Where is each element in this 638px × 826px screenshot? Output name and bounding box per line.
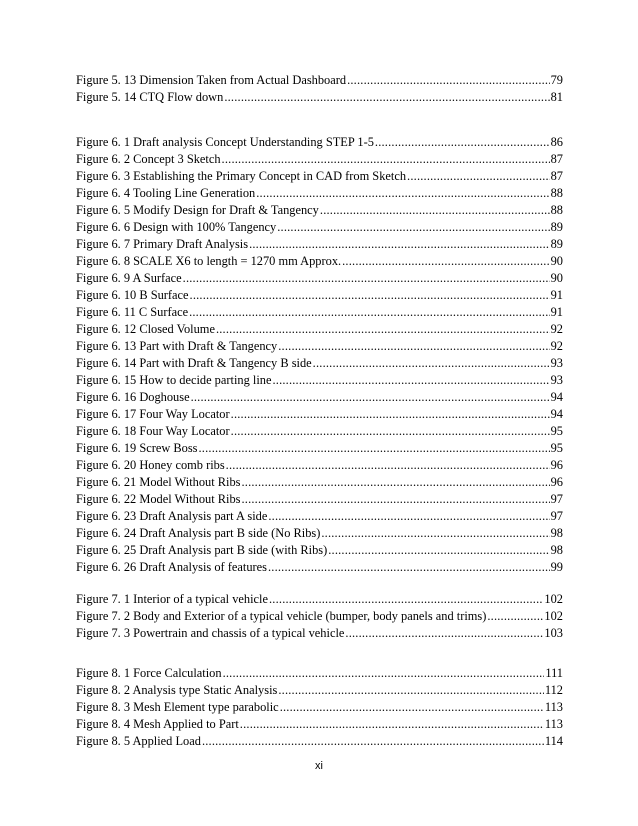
toc-dot-leader: [487, 608, 543, 625]
toc-dot-leader: [268, 508, 549, 525]
toc-dot-leader: [407, 168, 550, 185]
toc-entry-label: Figure 6. 6 Design with 100% Tangency: [76, 220, 277, 234]
toc-dot-leader: [342, 253, 549, 270]
toc-entry-page-number: 89: [550, 220, 563, 234]
toc-dot-leader: [226, 457, 550, 474]
toc-dot-leader: [277, 219, 549, 236]
toc-entry-page-number: 94: [550, 407, 563, 421]
toc-entry-label: Figure 6. 1 Draft analysis Concept Understanding STEP 1-5: [76, 135, 374, 149]
toc-group-chapter-6: [76, 134, 563, 576]
toc-entry-page-number: 113: [544, 717, 563, 731]
toc-entry[interactable]: [76, 525, 563, 542]
toc-dot-leader: [189, 304, 550, 321]
toc-group-chapter-8: [76, 665, 563, 750]
toc-entry-page-number: 93: [550, 356, 563, 370]
toc-dot-leader: [347, 72, 550, 89]
toc-entry[interactable]: [76, 355, 563, 372]
toc-entry[interactable]: [76, 491, 563, 508]
toc-dot-leader: [241, 491, 549, 508]
toc-entry[interactable]: [76, 72, 563, 89]
toc-entry-label: Figure 6. 8 SCALE X6 to length = 1270 mm Approx.: [76, 254, 342, 268]
toc-entry-label: Figure 6. 21 Model Without Ribs: [76, 475, 241, 489]
toc-entry-page-number: 112: [544, 683, 563, 697]
toc-entry[interactable]: [76, 338, 563, 355]
toc-entry-label: Figure 6. 25 Draft Analysis part B side (with Ribs): [76, 543, 328, 557]
toc-entry-label: Figure 6. 18 Four Way Locator: [76, 424, 230, 438]
toc-dot-leader: [241, 474, 549, 491]
toc-entry-label: Figure 6. 12 Closed Volume: [76, 322, 215, 336]
toc-entry-page-number: 92: [550, 322, 563, 336]
toc-entry[interactable]: [76, 389, 563, 406]
toc-dot-leader: [375, 134, 550, 151]
toc-entry-label: Figure 7. 3 Powertrain and chassis of a typical vehicle: [76, 626, 345, 640]
toc-entry-label: Figure 6. 26 Draft Analysis of features: [76, 560, 267, 574]
toc-dot-leader: [345, 625, 543, 642]
toc-entry[interactable]: [76, 440, 563, 457]
toc-dot-leader: [231, 423, 550, 440]
toc-entry[interactable]: [76, 134, 563, 151]
toc-entry-page-number: 98: [550, 526, 563, 540]
toc-dot-leader: [231, 406, 550, 423]
toc-entry[interactable]: [76, 185, 563, 202]
toc-entry-page-number: 87: [550, 169, 563, 183]
toc-entry-page-number: 79: [550, 73, 563, 87]
toc-entry-label: Figure 6. 10 B Surface: [76, 288, 189, 302]
toc-entry[interactable]: [76, 151, 563, 168]
toc-dot-leader: [269, 591, 543, 608]
toc-entry-page-number: 96: [550, 458, 563, 472]
toc-dot-leader: [199, 440, 550, 457]
toc-entry-page-number: 113: [544, 700, 563, 714]
toc-dot-leader: [278, 338, 549, 355]
toc-entry[interactable]: [76, 168, 563, 185]
toc-dot-leader: [202, 733, 544, 750]
toc-entry-page-number: 99: [550, 560, 563, 574]
toc-entry-label: Figure 8. 4 Mesh Applied to Part: [76, 717, 239, 731]
toc-entry-label: Figure 6. 15 How to decide parting line: [76, 373, 272, 387]
page-number: xi: [315, 760, 323, 772]
toc-dot-leader: [280, 699, 544, 716]
toc-entry-page-number: 103: [544, 626, 563, 640]
toc-entry-label: Figure 5. 13 Dimension Taken from Actual Dashboard: [76, 73, 347, 87]
toc-entry[interactable]: [76, 423, 563, 440]
toc-entry[interactable]: [76, 321, 563, 338]
toc-dot-leader: [328, 542, 549, 559]
toc-dot-leader: [183, 270, 550, 287]
toc-entry[interactable]: [76, 591, 563, 608]
toc-entry-label: Figure 5. 14 CTQ Flow down: [76, 90, 224, 104]
toc-entry-label: Figure 6. 19 Screw Boss: [76, 441, 198, 455]
toc-entry-page-number: 111: [545, 666, 563, 680]
toc-entry-label: Figure 6. 22 Model Without Ribs: [76, 492, 241, 506]
toc-entry-page-number: 93: [550, 373, 563, 387]
toc-entry-page-number: 88: [550, 203, 563, 217]
toc-entry-label: Figure 6. 4 Tooling Line Generation: [76, 186, 256, 200]
toc-dot-leader: [313, 355, 550, 372]
toc-entry-label: Figure 6. 2 Concept 3 Sketch: [76, 152, 221, 166]
toc-entry-page-number: 88: [550, 186, 563, 200]
toc-entry-page-number: 96: [550, 475, 563, 489]
toc-entry-page-number: 95: [550, 424, 563, 438]
toc-entry-page-number: 87: [550, 152, 563, 166]
toc-dot-leader: [321, 525, 549, 542]
toc-entry-label: Figure 6. 16 Doghouse: [76, 390, 190, 404]
toc-entry-page-number: 81: [550, 90, 563, 104]
toc-entry-page-number: 94: [550, 390, 563, 404]
toc-entry-page-number: 97: [550, 492, 563, 506]
toc-dot-leader: [278, 682, 544, 699]
toc-dot-leader: [222, 151, 550, 168]
toc-dot-leader: [224, 89, 549, 106]
toc-entry[interactable]: [76, 219, 563, 236]
toc-entry[interactable]: [76, 542, 563, 559]
toc-entry-label: Figure 8. 2 Analysis type Static Analysis: [76, 683, 278, 697]
toc-entry-label: Figure 6. 14 Part with Draft & Tangency B side: [76, 356, 312, 370]
toc-entry[interactable]: [76, 559, 563, 576]
toc-entry-label: Figure 7. 1 Interior of a typical vehicle: [76, 592, 268, 606]
toc-dot-leader: [223, 665, 545, 682]
toc-entry-label: Figure 6. 3 Establishing the Primary Concept in CAD from Sketch: [76, 169, 407, 183]
toc-dot-leader: [216, 321, 550, 338]
toc-entry-page-number: 92: [550, 339, 563, 353]
toc-dot-leader: [249, 236, 550, 253]
toc-entry[interactable]: [76, 236, 563, 253]
toc-group-chapter-5: [76, 72, 563, 106]
toc-entry-label: Figure 8. 5 Applied Load: [76, 734, 201, 748]
toc-entry-label: Figure 6. 20 Honey comb ribs: [76, 458, 225, 472]
toc-entry[interactable]: [76, 608, 563, 625]
toc-entry-page-number: 90: [550, 271, 563, 285]
toc-entry[interactable]: [76, 372, 563, 389]
toc-entry-label: Figure 6. 11 C Surface: [76, 305, 189, 319]
toc-entry-page-number: 89: [550, 237, 563, 251]
toc-dot-leader: [272, 372, 549, 389]
toc-entry[interactable]: [76, 304, 563, 321]
toc-entry-label: Figure 7. 2 Body and Exterior of a typical vehicle (bumper, body panels and trims): [76, 609, 487, 623]
toc-entry-page-number: 114: [544, 734, 563, 748]
list-of-figures-page: [76, 0, 563, 826]
toc-entry[interactable]: [76, 406, 563, 423]
toc-entry-page-number: 98: [550, 543, 563, 557]
toc-entry-page-number: 86: [550, 135, 563, 149]
toc-entry-page-number: 97: [550, 509, 563, 523]
toc-dot-leader: [191, 389, 550, 406]
toc-dot-leader: [240, 716, 544, 733]
toc-entry-label: Figure 6. 5 Modify Design for Draft & Tangency: [76, 203, 319, 217]
toc-entry[interactable]: [76, 716, 563, 733]
toc-entry-label: Figure 6. 24 Draft Analysis part B side (No Ribs): [76, 526, 321, 540]
toc-dot-leader: [268, 559, 550, 576]
toc-entry-page-number: 90: [550, 254, 563, 268]
toc-entry-page-number: 91: [550, 288, 563, 302]
toc-entry[interactable]: [76, 287, 563, 304]
toc-entry-page-number: 91: [550, 305, 563, 319]
toc-entry[interactable]: [76, 474, 563, 491]
toc-dot-leader: [320, 202, 550, 219]
toc-entry[interactable]: [76, 457, 563, 474]
toc-entry-page-number: 102: [544, 609, 563, 623]
toc-entry-label: Figure 6. 23 Draft Analysis part A side: [76, 509, 268, 523]
toc-entry-label: Figure 8. 1 Force Calculation: [76, 666, 222, 680]
toc-entry-page-number: 95: [550, 441, 563, 455]
toc-entry[interactable]: [76, 202, 563, 219]
toc-dot-leader: [256, 185, 549, 202]
toc-entry[interactable]: [76, 699, 563, 716]
toc-entry-label: Figure 6. 13 Part with Draft & Tangency: [76, 339, 278, 353]
toc-entry-page-number: 102: [544, 592, 563, 606]
toc-entry-label: Figure 6. 9 A Surface: [76, 271, 182, 285]
toc-entry[interactable]: [76, 89, 563, 106]
toc-entry[interactable]: [76, 682, 563, 699]
toc-entry-label: Figure 6. 7 Primary Draft Analysis: [76, 237, 249, 251]
toc-entry[interactable]: [76, 733, 563, 750]
toc-group-chapter-7: [76, 591, 563, 642]
toc-entry[interactable]: [76, 508, 563, 525]
toc-entry[interactable]: [76, 665, 563, 682]
toc-entry[interactable]: [76, 270, 563, 287]
toc-entry-label: Figure 6. 17 Four Way Locator: [76, 407, 230, 421]
toc-entry-label: Figure 8. 3 Mesh Element type parabolic: [76, 700, 279, 714]
toc-entry[interactable]: [76, 253, 563, 270]
toc-dot-leader: [190, 287, 550, 304]
toc-entry[interactable]: [76, 625, 563, 642]
